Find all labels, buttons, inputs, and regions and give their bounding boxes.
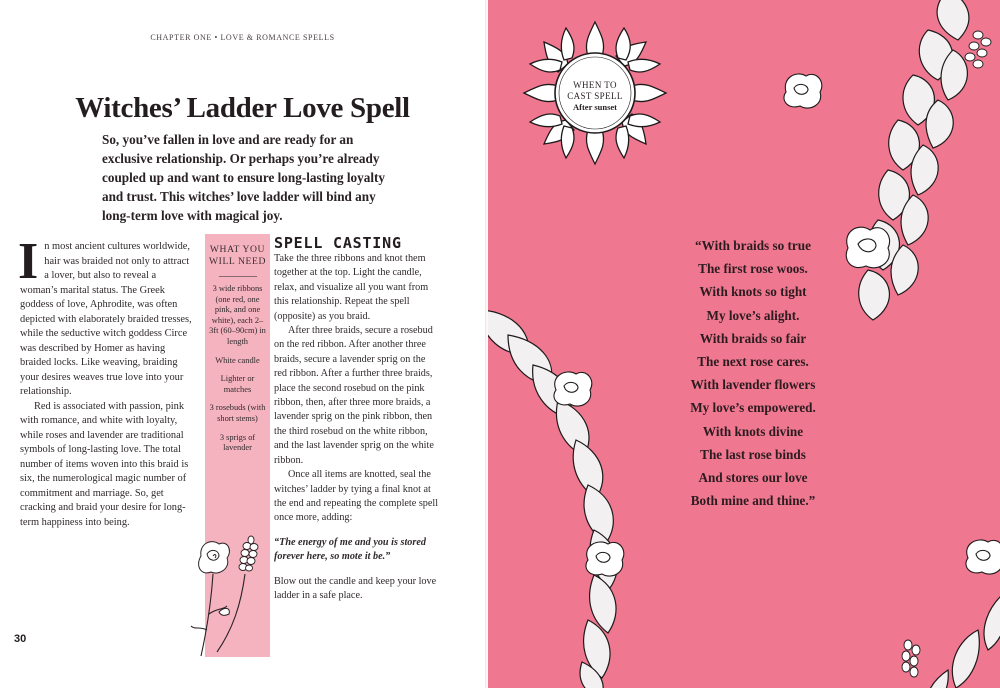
poem-line: The next rose cares. [697, 354, 809, 370]
poem-line: The last rose binds [700, 446, 806, 462]
spell-paragraph-2: After three braids, secure a rosebud on the red ribbon. After another three braids, secure a lavender sprig on the red ribbon. After a further three braids, place the second rosebud on the pink ribbon, then, after three more braids, a lavender sprig on the pink ribbon, then the third rosebud on the white ribbon, and the last lavender sprig on the white ribbon. [274, 325, 434, 466]
poem-line: Both mine and thine.” [690, 493, 816, 509]
spell-poem [628, 234, 878, 512]
poem-line: My love’s alight. [706, 307, 800, 323]
body-paragraph-2: Red is associated with passion, pink with romance, and white with loyalty, while roses and lavender are traditional symbols of long-lasting love. The total number of items woven into this braid is six, the numerological magic number of commitment and marriage. So, get cracking and braid your desire for long-term happiness into being. [20, 400, 189, 528]
body-paragraph-1 [18, 233, 196, 400]
when-to-cast-label-line-1: WHEN TO [573, 80, 617, 90]
rose-and-lavender-illustration [183, 534, 273, 659]
what-you-will-need-sidebar [205, 234, 270, 657]
when-to-cast-label-line-2: CAST SPELL [567, 91, 623, 101]
sidebar-divider [219, 276, 257, 277]
spell-casting-column [274, 234, 440, 603]
poem-line: My love’s empowered. [690, 400, 816, 416]
page-title: Witches’ Ladder Love Spell [75, 92, 410, 124]
ingredient-item: 3 rosebuds (with short stems) [209, 403, 266, 423]
poem-line: And stores our love [698, 470, 808, 486]
spell-paragraph-3: Once all items are knotted, seal the witches’ ladder by tying a final knot at the end and repeating the complete spell once more, adding: [274, 469, 439, 524]
drop-cap: I [18, 233, 39, 290]
poem-line: With knots divine [702, 423, 804, 439]
poem-line: With braids so fair [699, 330, 807, 346]
page-number: 30 [14, 633, 27, 645]
ingredient-item: 3 wide ribbons (one red, one pink, and one white), each 2–3ft (60–90cm) in length [209, 284, 266, 346]
ingredient-item: White candle [215, 355, 260, 365]
left-page [0, 0, 485, 688]
ingredient-item: 3 sprigs of lavender [219, 432, 256, 453]
body-paragraph-1-text: n most ancient cultures worldwide, hair was braided not only to attract a lover, but also to reveal a woman’s marital status. The Greek goddess of love, Aphrodite, was often depicted with elaborately braided tresses, while the seductive witch goddess Circe was described by Homer as having braided locks. Like weaving, braiding your desires weaves true love into your relationship. [20, 241, 192, 397]
spell-paragraph-4: Blow out the candle and keep your love ladder in a safe place. [274, 575, 437, 601]
sidebar-heading: WHAT YOU WILL NEED [209, 244, 266, 267]
when-to-cast-badge [558, 80, 632, 113]
intro-paragraph: So, you’ve fallen in love and are ready for an exclusive relationship. Or perhaps you’re already coupled up and want to ensure long-lasting loyalty and trust. This witches’ love ladder will bind any long-term love with magical joy. [102, 132, 385, 223]
poem-line: The first rose woos. [698, 261, 808, 277]
when-to-cast-value: After sunset [573, 102, 617, 112]
spell-casting-heading: SPELL CASTING [274, 234, 402, 252]
running-head: CHAPTER ONE • LOVE & ROMANCE SPELLS [150, 33, 335, 42]
spell-paragraph-1: Take the three ribbons and knot them together at the top. Light the candle, relax, and visualize all you want from this relationship. Repeat the spell (opposite) as you braid. [274, 253, 429, 322]
incantation-quote: “The energy of me and you is stored forever here, so mote it be.” [274, 536, 426, 563]
poem-line: “With braids so true [695, 238, 811, 253]
body-column [18, 233, 196, 530]
braid-illustration-bottom-right [838, 510, 1000, 688]
right-page [488, 0, 1000, 688]
poem-line: With lavender flowers [690, 377, 816, 393]
poem-line: With knots so tight [699, 284, 807, 300]
ingredient-item: Lighter or matches [220, 374, 255, 394]
